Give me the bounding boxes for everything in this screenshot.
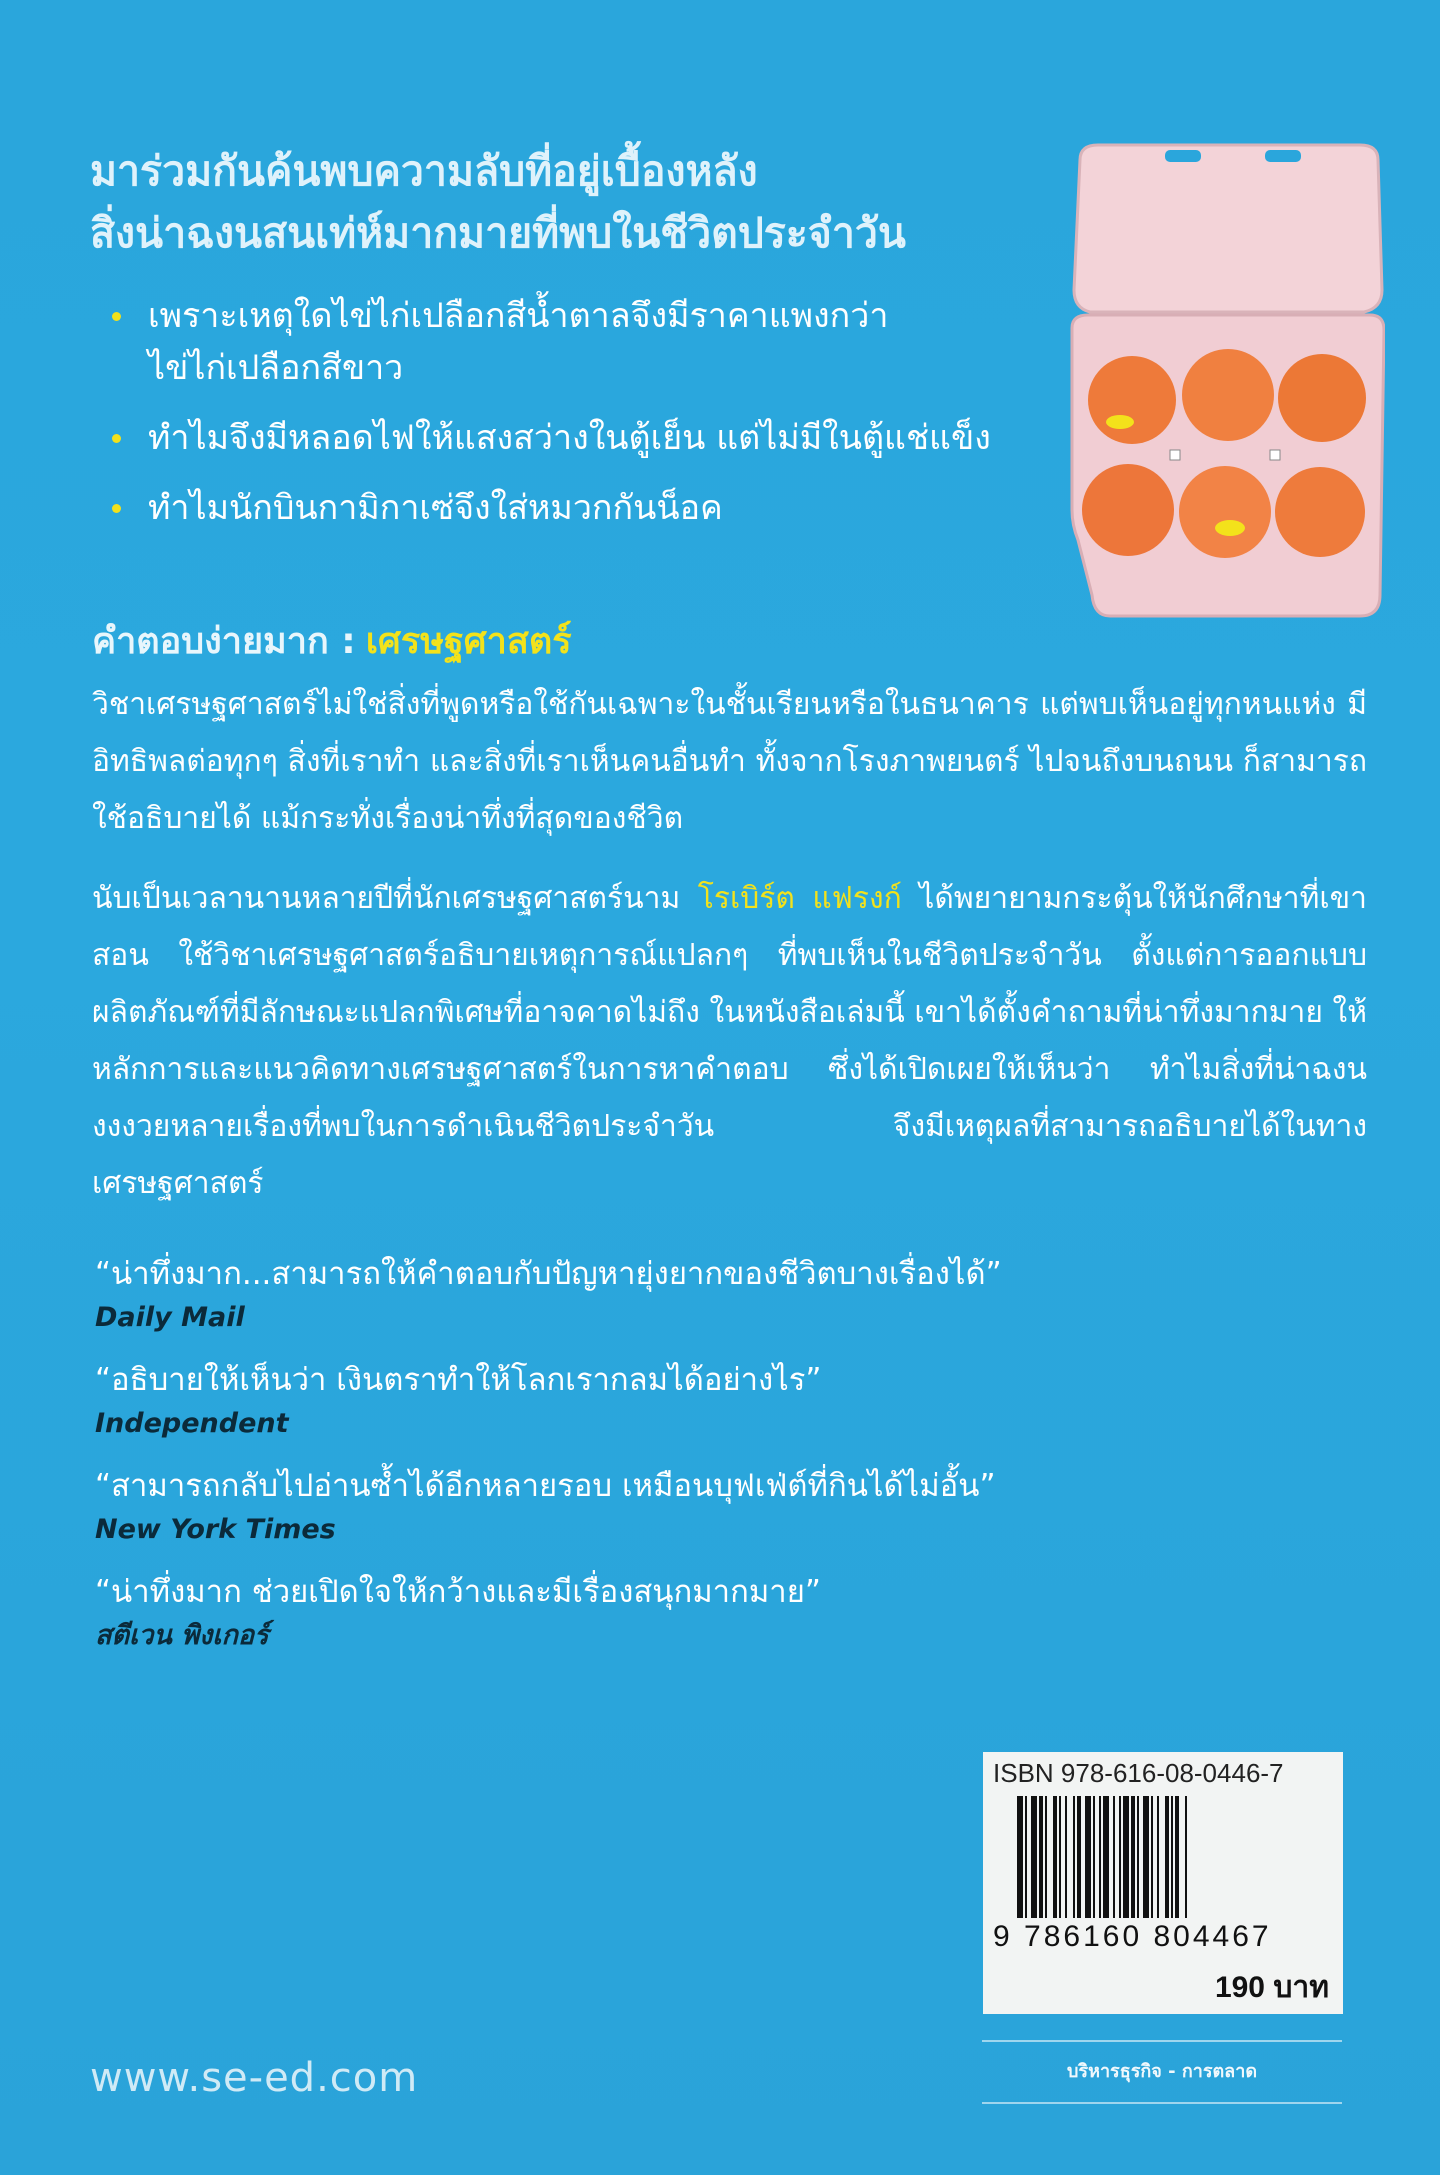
review-quotes <box>95 1250 1195 1674</box>
review-quote <box>95 1462 1195 1550</box>
question-text: ทำไมจึงมีหลอดไฟให้แสงสว่างในตู้เย็น แต่ไม่มีในตู้แช่แข็ง <box>148 418 991 458</box>
question-text: เพราะเหตุใดไข่ไก่เปลือกสีน้ำตาลจึงมีราคาแพงกว่า <box>148 296 889 336</box>
barcode-bar <box>1025 1796 1027 1918</box>
paragraph-2-intro: นับเป็นเวลานานหลายปีที่นักเศรษฐศาสตร์นาม <box>92 881 698 916</box>
quote-source: สตีเวน พิงเกอร์ <box>95 1620 269 1651</box>
barcode-icon <box>1017 1796 1307 1918</box>
barcode-bar <box>1053 1796 1057 1918</box>
review-quote <box>95 1356 1195 1444</box>
barcode-bar <box>1085 1796 1091 1918</box>
barcode-bar <box>1131 1796 1135 1918</box>
question-text: ทำไมนักบินกามิกาเซ่จึงใส่หมวกกันน็อค <box>148 488 723 528</box>
answer-highlight: เศรษฐศาสตร์ <box>365 621 572 662</box>
egg-carton-icon <box>1070 140 1385 620</box>
barcode-bar <box>1017 1796 1023 1918</box>
category-label: บริหารธุรกิจ - การตลาด <box>982 2040 1342 2104</box>
quote-source: Independent <box>95 1408 289 1439</box>
review-quote <box>95 1250 1195 1338</box>
barcode-bar <box>1175 1796 1179 1918</box>
barcode-bar <box>1093 1796 1095 1918</box>
barcode-bar <box>1123 1796 1129 1918</box>
barcode-bar <box>1073 1796 1075 1918</box>
barcode-bar <box>1165 1796 1169 1918</box>
quote-text: “น่าทึ่งมาก ช่วยเปิดใจให้กว้างและมีเรื่องสนุกมากมาย” <box>95 1574 821 1610</box>
author-name: โรเบิร์ต แฟรงก์ <box>697 881 902 916</box>
question-item <box>108 482 1008 534</box>
paragraph-2-body: ได้พยายามกระตุ้นให้นักศึกษาที่เขาสอน ใช้วิชาเศรษฐศาสตร์อธิบายเหตุการณ์แปลกๆ ที่พบเห็นในชีวิตประจำวัน ตั้งแต่การออกแบบผลิตภัณฑ์ที่มีลักษณะแปลกพิเศษที่อาจคาดไม่ถึง ในหนังสือเล่มนี้ เขาได้ตั้งคำถามที่น่าทึ่งมากมาย ให้หลักการและแนวคิดทางเศรษฐศาสตร์ในการหาคำตอบ ซึ่งได้เปิดเผยให้เห็นว่า ทำไมสิ่งที่น่าฉงนงงงวยหลายเรื่องที่พบในการดำเนินชีวิตประจำวัน จึงมีเหตุผลที่สามารถอธิบายได้ในทางเศรษฐศาสตร์ <box>92 881 1367 1201</box>
isbn-barcode-panel <box>983 1752 1343 2014</box>
barcode-bar <box>1185 1796 1187 1918</box>
barcode-bar <box>1031 1796 1037 1918</box>
barcode-bar <box>1039 1796 1043 1918</box>
bullet-dot-icon <box>112 434 121 443</box>
barcode-bar <box>1157 1796 1159 1918</box>
isbn-label: ISBN 978-616-08-0446-7 <box>993 1758 1284 1788</box>
headline <box>90 140 990 264</box>
barcode-bar <box>1171 1796 1173 1918</box>
publisher-website: www.se-ed.com <box>90 2055 419 2101</box>
quote-text: “สามารถกลับไปอ่านซ้ำได้อีกหลายรอบ เหมือนบุฟเฟ่ต์ที่กินได้ไม่อั้น” <box>95 1468 996 1504</box>
description-paragraph-2 <box>92 870 1367 1212</box>
bullet-dot-icon <box>112 312 121 321</box>
quote-source: New York Times <box>95 1514 336 1545</box>
barcode-bar <box>1113 1796 1115 1918</box>
answer-label: คำตอบง่ายมาก : <box>92 621 356 662</box>
headline-line-1: มาร่วมกันค้นพบความลับที่อยู่เบื้องหลัง <box>90 147 758 195</box>
barcode-bar <box>1059 1796 1061 1918</box>
barcode-bar <box>1099 1796 1101 1918</box>
isbn-digits: 9 786160 804467 <box>993 1920 1272 1953</box>
price: 190 บาท <box>1214 1971 1329 2004</box>
question-text-continued: ไข่ไก่เปลือกสีขาว <box>148 348 404 388</box>
quote-text: “น่าทึ่งมาก...สามารถให้คำตอบกับปัญหายุ่งยากของชีวิตบางเรื่องได้” <box>95 1256 1002 1292</box>
barcode-bar <box>1143 1796 1149 1918</box>
bullet-dot-icon <box>112 504 121 513</box>
barcode-bar <box>1137 1796 1139 1918</box>
barcode-bar <box>1151 1796 1153 1918</box>
barcode-bar <box>1045 1796 1047 1918</box>
question-item <box>108 290 1008 394</box>
question-list <box>108 290 1008 552</box>
barcode-bar <box>1065 1796 1067 1918</box>
barcode-bar <box>1077 1796 1081 1918</box>
review-quote <box>95 1568 1195 1656</box>
barcode-bar <box>1119 1796 1121 1918</box>
barcode-bar <box>1103 1796 1109 1918</box>
quote-source: Daily Mail <box>95 1302 245 1333</box>
headline-line-2: สิ่งน่าฉงนสนเท่ห์มากมายที่พบในชีวิตประจำวัน <box>90 209 906 257</box>
question-item <box>108 412 1008 464</box>
answer-line <box>92 612 572 669</box>
quote-text: “อธิบายให้เห็นว่า เงินตราทำให้โลกเรากลมได้อย่างไร” <box>95 1362 822 1398</box>
description-paragraph-1: วิชาเศรษฐศาสตร์ไม่ใช่สิ่งที่พูดหรือใช้กันเฉพาะในชั้นเรียนหรือในธนาคาร แต่พบเห็นอยู่ทุกหนแห่ง มีอิทธิพลต่อทุกๆ สิ่งที่เราทำ และสิ่งที่เราเห็นคนอื่นทำ ทั้งจากโรงภาพยนตร์ ไปจนถึงบนถนน ก็สามารถใช้อธิบายได้ แม้กระทั่งเรื่องน่าทึ่งที่สุดของชีวิต <box>92 687 1367 836</box>
